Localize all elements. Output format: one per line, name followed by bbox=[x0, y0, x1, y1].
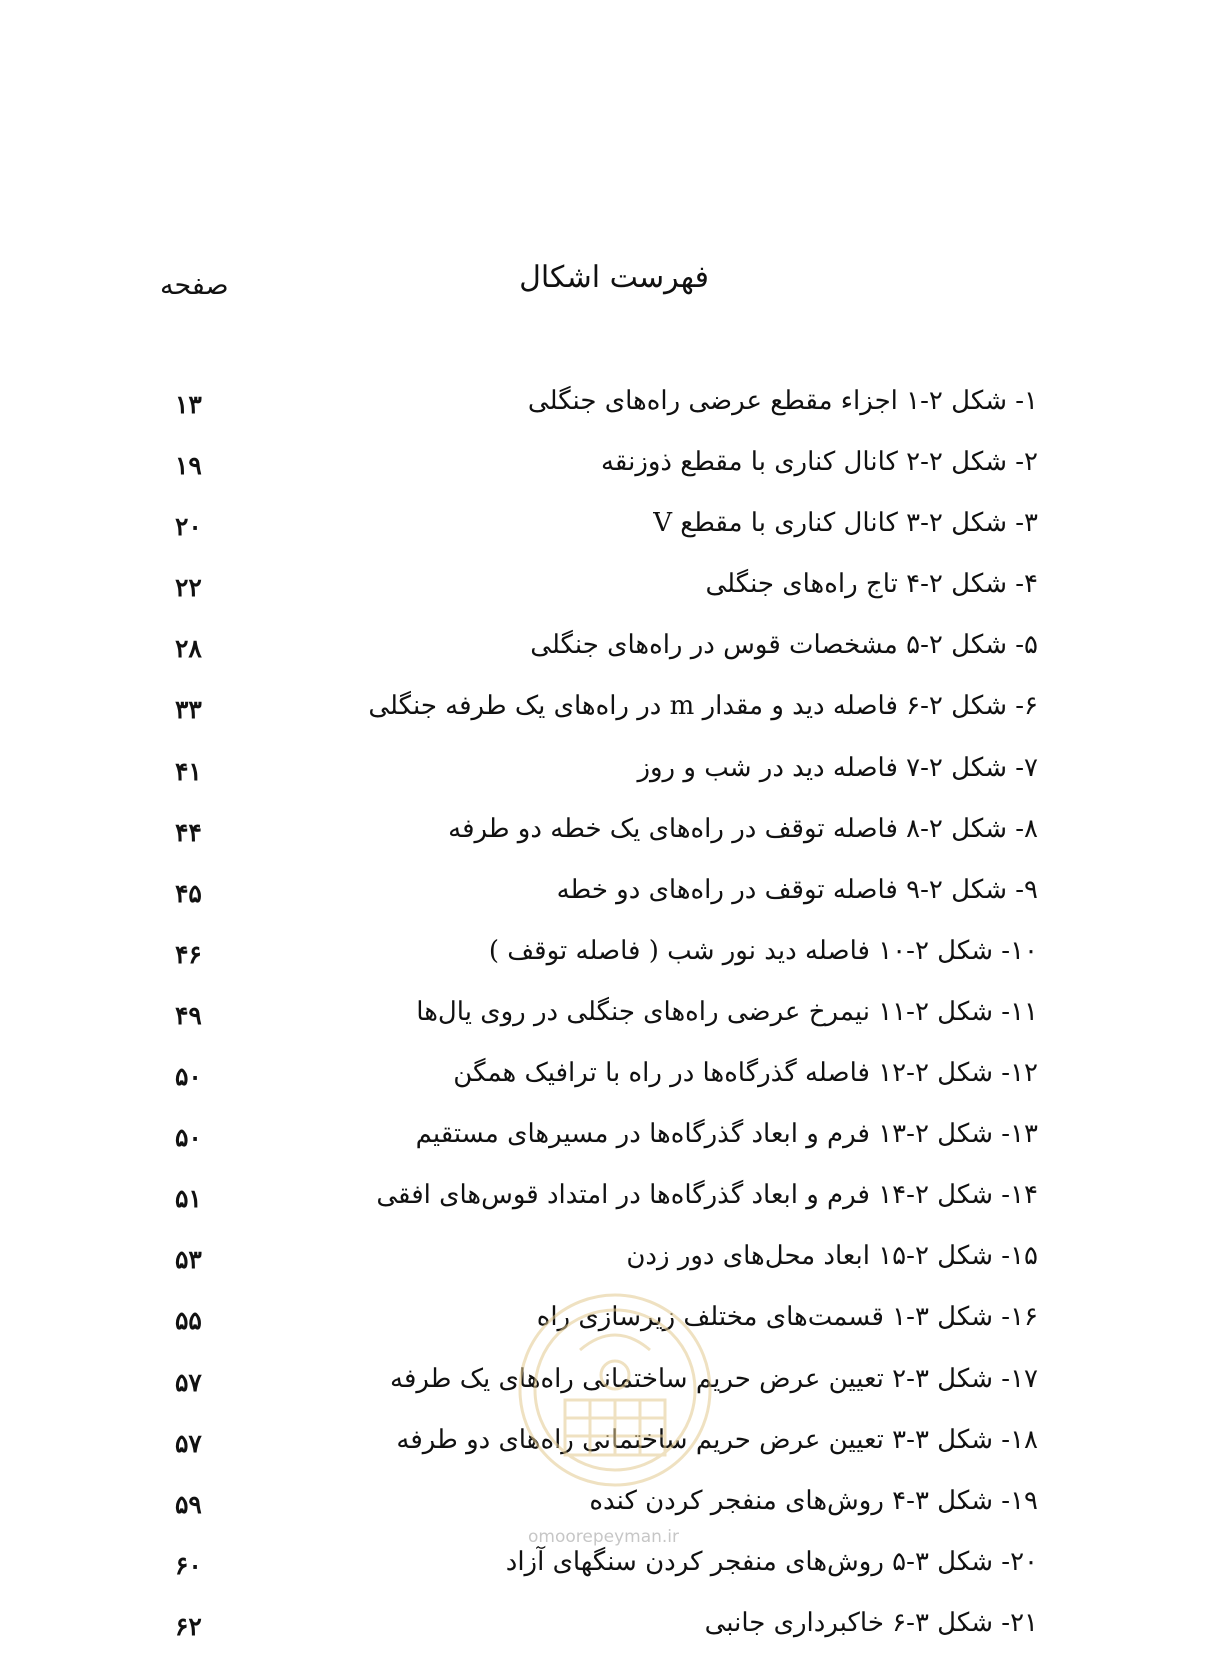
page-number: ۶۰ bbox=[175, 1550, 202, 1580]
figure-title: ۱۰- شکل ۲-۱۰ فاصله دید نور شب ( فاصله توقف ) bbox=[488, 935, 1038, 966]
page-number: ۵۰ bbox=[175, 1062, 202, 1092]
list-item bbox=[0, 1422, 1228, 1483]
list-item bbox=[0, 566, 1228, 627]
list-item bbox=[0, 750, 1228, 811]
page-number: ۵۱ bbox=[175, 1184, 202, 1214]
page-number: ۴۶ bbox=[175, 939, 202, 969]
figure-title: ۱۸- شکل ۳-۳ تعیین عرض حریم ساختمانی راه‌های دو طرفه bbox=[396, 1424, 1038, 1455]
page-number: ۲۰ bbox=[175, 512, 202, 542]
page-number: ۴۵ bbox=[175, 878, 202, 908]
list-item bbox=[0, 1055, 1228, 1116]
figure-title: ۴- شکل ۲-۴ تاج راه‌های جنگلی bbox=[705, 569, 1038, 600]
list-item bbox=[0, 1544, 1228, 1605]
page-number: ۱۹ bbox=[175, 451, 202, 481]
figure-title: ۱۶- شکل ۳-۱ قسمت‌های مختلف زیرسازی راه bbox=[536, 1302, 1038, 1333]
page-title: فهرست اشکال bbox=[519, 260, 709, 295]
figure-title: ۲۰- شکل ۳-۵ روش‌های منفجر کردن سنگهای آزاد bbox=[505, 1546, 1038, 1577]
page-number: ۵۵ bbox=[175, 1306, 202, 1336]
page-number: ۴۹ bbox=[175, 1000, 202, 1030]
figure-title: ۱۲- شکل ۲-۱۲ فاصله گذرگاه‌ها در راه با ترافیک همگن bbox=[453, 1058, 1038, 1089]
list-item bbox=[0, 811, 1228, 872]
figure-title: ۶- شکل ۲-۶ فاصله دید و مقدار m در راه‌های یک طرفه جنگلی bbox=[368, 691, 1038, 722]
figure-title: ۹- شکل ۲-۹ فاصله توقف در راه‌های دو خطه bbox=[556, 874, 1038, 905]
list-item bbox=[0, 994, 1228, 1055]
page-number: ۵۷ bbox=[175, 1367, 202, 1397]
table-of-figures bbox=[0, 383, 1228, 1666]
page-column-heading: صفحه bbox=[160, 270, 229, 301]
list-item bbox=[0, 1361, 1228, 1422]
page-number: ۳۳ bbox=[175, 695, 202, 725]
page-number: ۶۲ bbox=[175, 1611, 202, 1641]
page-number: ۴۴ bbox=[175, 817, 202, 847]
list-item bbox=[0, 444, 1228, 505]
list-item bbox=[0, 627, 1228, 688]
list-item bbox=[0, 383, 1228, 444]
list-item bbox=[0, 1299, 1228, 1360]
figure-title: ۷- شکل ۲-۷ فاصله دید در شب و روز bbox=[637, 752, 1038, 783]
page-number: ۵۷ bbox=[175, 1428, 202, 1458]
figure-title: ۱۱- شکل ۲-۱۱ نیمرخ عرضی راه‌های جنگلی در روی یال‌ها bbox=[416, 996, 1038, 1027]
figure-title: ۲- شکل ۲-۲ کانال کناری با مقطع ذوزنقه bbox=[600, 447, 1038, 478]
list-item bbox=[0, 1238, 1228, 1299]
figure-title: ۱- شکل ۲-۱ اجزاء مقطع عرضی راه‌های جنگلی bbox=[527, 386, 1038, 416]
list-item bbox=[0, 1116, 1228, 1177]
page-number: ۵۹ bbox=[175, 1489, 202, 1519]
list-item bbox=[0, 1605, 1228, 1666]
figure-title: ۸- شکل ۲-۸ فاصله توقف در راه‌های یک خطه دو طرفه bbox=[448, 813, 1038, 844]
list-item bbox=[0, 872, 1228, 933]
figure-title: ۱۵- شکل ۲-۱۵ ابعاد محل‌های دور زدن bbox=[626, 1241, 1038, 1272]
list-item bbox=[0, 933, 1228, 994]
page-number: ۲۸ bbox=[175, 634, 202, 664]
page-number: ۵۰ bbox=[175, 1123, 202, 1153]
figure-title: ۵- شکل ۲-۵ مشخصات قوس در راه‌های جنگلی bbox=[530, 630, 1038, 661]
page-number: ۲۲ bbox=[175, 573, 202, 603]
figure-title: ۱۷- شکل ۳-۲ تعیین عرض حریم ساختمانی راه‌های یک طرفه bbox=[390, 1363, 1038, 1394]
page-number: ۴۱ bbox=[175, 756, 202, 786]
page-number: ۵۳ bbox=[175, 1245, 202, 1275]
watermark-url: omoorepeyman.ir bbox=[528, 1527, 680, 1547]
list-item bbox=[0, 505, 1228, 566]
list-item bbox=[0, 688, 1228, 749]
page-number: ۱۳ bbox=[175, 390, 202, 419]
figure-title: ۲۱- شکل ۳-۶ خاکبرداری جانبی bbox=[704, 1607, 1038, 1638]
figure-title: ۱۳- شکل ۲-۱۳ فرم و ابعاد گذرگاه‌ها در مسیرهای مستقیم bbox=[415, 1119, 1038, 1150]
figure-title: ۳- شکل ۲-۳ کانال کناری با مقطع V bbox=[653, 508, 1038, 539]
figure-title: ۱۹- شکل ۳-۴ روش‌های منفجر کردن کنده bbox=[589, 1485, 1038, 1516]
list-item bbox=[0, 1177, 1228, 1238]
figure-title: ۱۴- شکل ۲-۱۴ فرم و ابعاد گذرگاه‌ها در امتداد قوس‌های افقی bbox=[376, 1180, 1038, 1211]
